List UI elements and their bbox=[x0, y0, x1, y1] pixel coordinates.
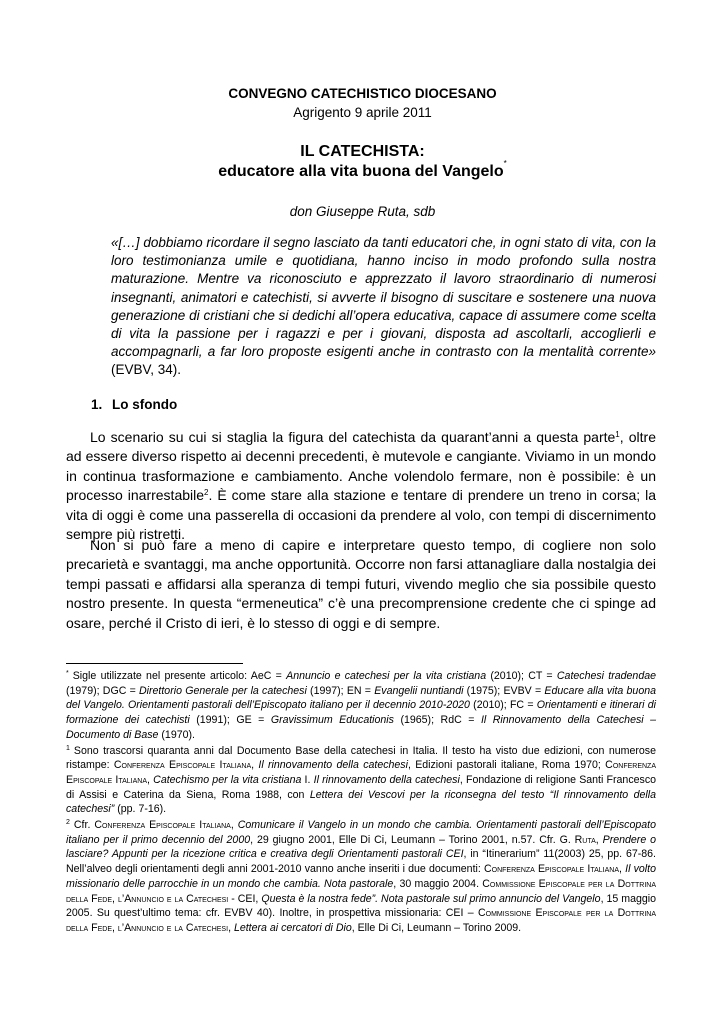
footnote-ref-star[interactable]: * bbox=[503, 159, 507, 168]
fn-text: , bbox=[251, 759, 259, 772]
fn-smallcaps: Conferenza Episcopale Italiana bbox=[94, 819, 231, 832]
fn-italic: Educare alla vita buona del Vangelo. Orientamenti pastorali dell’Episcopato italiano per il decennio 2010-2020 bbox=[66, 684, 656, 712]
section-number: 1. bbox=[91, 397, 103, 412]
paragraph-2-text: Non si può fare a meno di capire e interpretare questo tempo, di cogliere non solo precarietà e svantaggi, ma anche opportunità. Occorre non farsi attanagliare dalla nostalgia dei tempi passati e affidarsi alla speranza di tempi futuri, vivendo meglio che sia possibile questo nostro presente. In questa “ermeneutica” c’è una precomprensione credente che ci spinge ad osare, perché il Cristo di ieri, è lo stesso di oggi e di sempre. bbox=[66, 537, 656, 631]
fn-italic: Il rinnovamento della catechesi bbox=[313, 773, 460, 786]
fn-italic: Evangelii nuntiandi bbox=[374, 684, 464, 697]
footnotes bbox=[66, 669, 656, 937]
document-subtitle bbox=[0, 159, 725, 181]
footnote-2 bbox=[66, 818, 656, 936]
fn-italic: Il Rinnovamento della Catechesi – Documento di Base bbox=[66, 714, 657, 741]
footnote-ref-1[interactable]: 1 bbox=[615, 430, 620, 439]
footnote-1 bbox=[66, 744, 656, 818]
epigraph-quote bbox=[111, 234, 656, 380]
fn-italic: Direttorio Generale per la catechesi bbox=[139, 684, 307, 697]
footnote-star-mark: * bbox=[66, 670, 69, 677]
fn-italic: Catechismo per la vita cristiana bbox=[153, 773, 302, 786]
footnote-separator bbox=[66, 663, 243, 664]
fn-text: , bbox=[228, 921, 234, 934]
paragraph-1-text-c: . È come stare alla stazione e tentare di prendere un treno in corsa; la vita di oggi è come una passerella di occasioni da prendere al volo, con tempi di discernimento sempre più ristretti. bbox=[66, 487, 657, 543]
fn-text: Sono trascorsi quaranta anni dal Documento Base della catechesi in Italia. Il testo ha visto due edizioni, con numerose ristampe: bbox=[66, 744, 656, 772]
quote-text: «[…] dobbiamo ricordare il segno lasciato da tanti educatori che, in ogni stato di vita, con la loro testimonianza umile e quotidiana, hanno inciso in modo profondo sulla nostra maturazione. Mentre va riconosciuto e apprezzato il lavoro straordinario di numerosi insegnanti, animatori e catechisti, si avverte il bisogno di suscitare e sostenere una nuova generazione di cristiani che si dedichi all’opera educativa, capace di assumere come scelta di vita la passione per i ragazzi e per i giovani, disposta ad ascoltarli, accoglierli e accompagnarli, a far loro proposte esigenti anche in contrasto con la mentalità corrente» bbox=[111, 235, 656, 360]
fn-text: (1979); DGC = bbox=[66, 684, 139, 697]
fn-italic: Il volto missionario delle parrocchie in un mondo che cambia. Nota pastorale bbox=[66, 863, 656, 890]
fn-text: (2010); CT = bbox=[486, 670, 557, 682]
fn-text: , 29 giugno 2001, Elle Di Ci, Leumann – Torino 2001, n.57. Cfr. G. bbox=[250, 833, 575, 846]
fn-text: (1997); EN = bbox=[306, 684, 375, 697]
fn-text: , bbox=[147, 773, 154, 786]
event-heading: CONVEGNO CATECHISTICO DIOCESANO bbox=[228, 86, 497, 101]
fn-text: , Elle Di Ci, Leumann – Torino 2009. bbox=[351, 921, 522, 934]
fn-smallcaps: Conferenza Episcopale Italiana bbox=[484, 863, 620, 876]
fn-text: I. bbox=[301, 773, 314, 786]
event-place-date: Agrigento 9 aprile 2011 bbox=[293, 105, 432, 120]
fn-text: (1965); RdC = bbox=[393, 714, 481, 727]
fn-text: Cfr. bbox=[73, 819, 95, 832]
fn-italic: Catechesi tradendae bbox=[556, 670, 657, 682]
fn-text: (pp. 7-16). bbox=[114, 803, 167, 816]
section-title: Lo sfondo bbox=[112, 397, 178, 412]
subtitle-text: educatore alla vita buona del Vangelo bbox=[218, 163, 504, 180]
fn-text: (1991); GE = bbox=[189, 714, 271, 727]
fn-text: , in “Itinerarium” 11(2003) 25, pp. 67-86. Nell’alveo degli orientamenti degli anni 2001-2010 vanno anche inseriti i due documenti: bbox=[66, 848, 657, 876]
footnote-star bbox=[66, 669, 656, 743]
fn-text: , 30 maggio 2004. bbox=[393, 877, 483, 890]
section-heading bbox=[91, 397, 177, 412]
fn-italic: Gravissimum Educationis bbox=[270, 714, 394, 727]
fn-italic: Il rinnovamento della catechesi bbox=[258, 759, 408, 772]
paragraph-1-text-b: , oltre ad essere diverso rispetto ai decenni precedenti, è mutevole e cangiante. Viviamo in un mondo in continua trasformazione e cambiamento. Anche volendolo fermare, non è possibile: è un processo inarrestabile bbox=[66, 429, 656, 504]
fn-smallcaps: Conferenza Episcopale Italiana bbox=[113, 759, 252, 772]
fn-text: , bbox=[230, 819, 238, 832]
fn-text: , bbox=[619, 863, 626, 876]
fn-text: , Edizioni pastorali italiane, Roma 1970; bbox=[407, 759, 606, 772]
paragraph-2 bbox=[66, 536, 656, 633]
fn-italic: Questa è la nostra fede”. Nota pastorale sul primo annuncio del Vangelo bbox=[261, 892, 601, 905]
footnote-1-mark: 1 bbox=[66, 744, 70, 752]
fn-italic: Annuncio e catechesi per la vita cristiana bbox=[286, 670, 487, 682]
fn-text: Sigle utilizzate nel presente articolo: AeC = bbox=[72, 670, 287, 682]
footnote-2-mark: 2 bbox=[66, 819, 70, 827]
fn-text: , bbox=[595, 833, 603, 846]
fn-italic: Lettera dei Vescovi per la riconsegna del testo “Il rinnovamento della catechesi” bbox=[66, 788, 656, 816]
fn-smallcaps: Commissione Episcopale per la Dottrina della Fede, l’Annuncio e la Catechesi bbox=[66, 907, 657, 934]
paragraph-1-text-a: Lo scenario su cui si staglia la figura del catechista da quarant’anni a questa parte bbox=[90, 429, 616, 445]
fn-text: (1975); EVBV = bbox=[463, 684, 545, 697]
fn-text: (1970). bbox=[158, 728, 195, 741]
fn-smallcaps: Conferenza Episcopale Italiana bbox=[66, 759, 656, 786]
fn-text: (2010); FC = bbox=[469, 699, 537, 712]
fn-italic: Prendere o lasciare? Appunti per la ricezione critica e creativa degli Orientamenti pastorali CEI bbox=[66, 833, 656, 861]
fn-text: - CEI, bbox=[228, 892, 262, 905]
paragraph-1 bbox=[66, 428, 656, 544]
document-title: IL CATECHISTA: bbox=[300, 143, 425, 160]
fn-text: , 15 maggio 2005. Su quest’ultimo tema: cfr. EVBV 40). Inoltre, in prospettiva missionaria: CEI – bbox=[66, 892, 656, 920]
fn-italic: Comunicare il Vangelo in un mondo che cambia. Orientamenti pastorali dell’Episcopato italiano per il primo decennio del 2000 bbox=[66, 819, 656, 846]
fn-italic: Lettera ai cercatori di Dio bbox=[233, 921, 352, 934]
fn-text: , Fondazione di religione Santi Francesco di Assisi e Caterina da Siena, Roma 1988, con bbox=[66, 773, 657, 801]
fn-smallcaps: Ruta bbox=[574, 833, 596, 846]
fn-smallcaps: Commissione Episcopale per la Dottrina della Fede, l’Annuncio e la Catechesi bbox=[66, 877, 656, 905]
author: don Giuseppe Ruta, sdb bbox=[289, 204, 436, 219]
fn-italic: Orientamenti e itinerari di formazione dei catechisti bbox=[66, 699, 656, 727]
footnote-ref-2[interactable]: 2 bbox=[204, 488, 209, 498]
quote-reference: (EVBV, 34). bbox=[111, 362, 182, 378]
